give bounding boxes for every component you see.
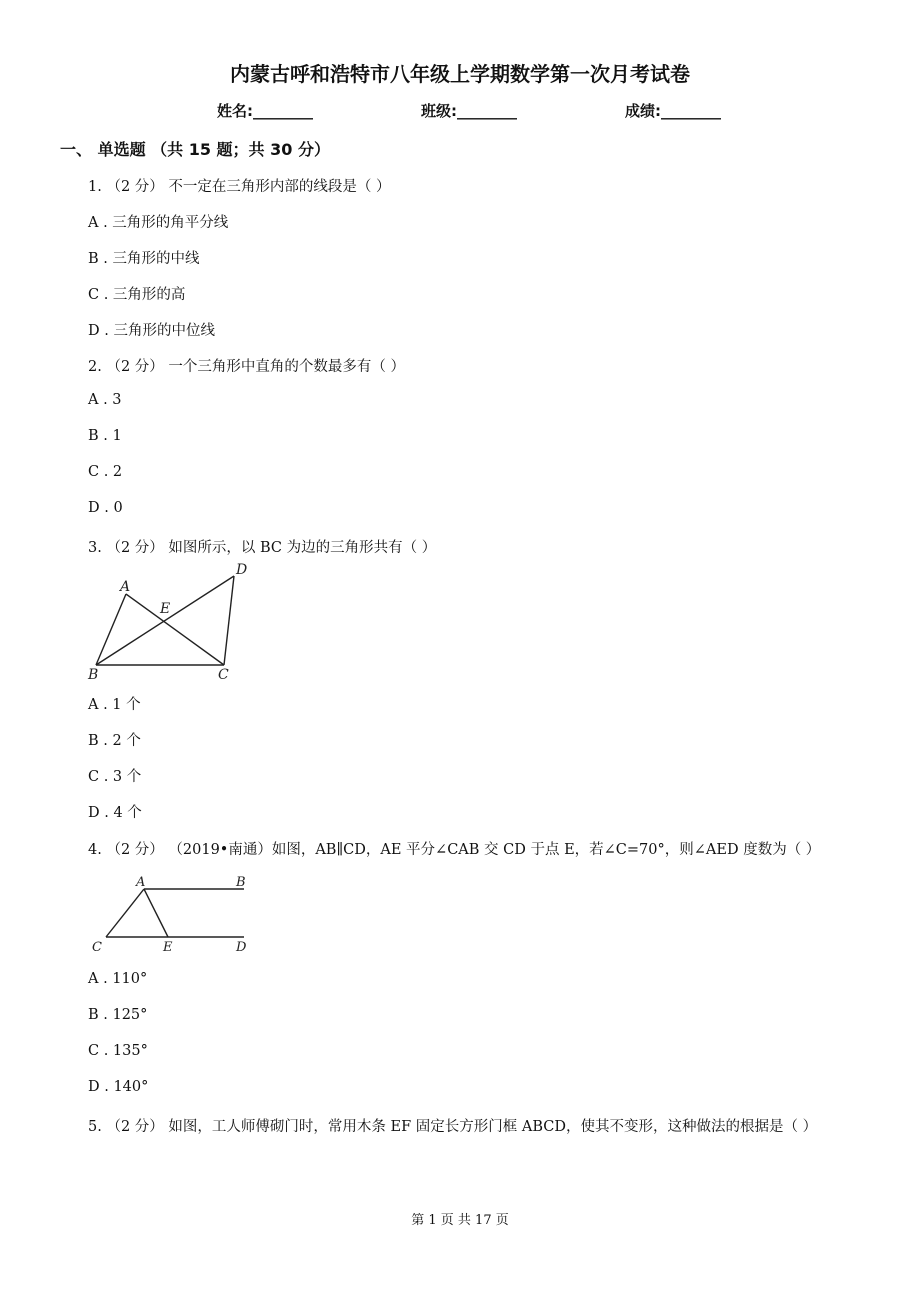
point-label-b: B	[236, 875, 246, 890]
question-2-option-a: A . 3	[88, 392, 122, 408]
page-title: 内蒙古呼和浩特市八年级上学期数学第一次月考试卷	[230, 62, 690, 86]
question-3-option-a: A . 1 个	[88, 697, 141, 713]
question-2-option-b: B . 1	[88, 428, 122, 444]
question-3-option-d: D . 4 个	[88, 805, 142, 821]
question-5-stem: 5. （2 分） 如图，工人师傅砌门时，常用木条 EF 固定长方形门框 ABCD，使其不变形，这种做法的根据是（ ）	[88, 1119, 818, 1135]
question-3-option-c: C . 3 个	[88, 769, 142, 785]
segment-ae	[144, 889, 168, 937]
point-label-c: C	[92, 940, 102, 955]
class-field: 班级:________	[421, 102, 517, 120]
question-3-option-b: B . 2 个	[88, 733, 141, 749]
name-field: 姓名:________	[217, 102, 313, 120]
question-1-option-b: B . 三角形的中线	[88, 251, 200, 267]
question-3-figure	[84, 558, 264, 684]
segment-ab	[96, 594, 126, 665]
segment-ac	[126, 594, 224, 665]
question-4-option-a: A . 110°	[88, 971, 148, 987]
question-1-option-d: D . 三角形的中位线	[88, 323, 215, 339]
segment-ac	[106, 889, 144, 937]
point-label-d: D	[236, 940, 247, 955]
question-4-option-c: C . 135°	[88, 1043, 148, 1059]
question-4-stem: 4. （2 分） （2019•南通）如图，AB∥CD，AE 平分∠CAB 交 CD 于点 E，若∠C=70°，则∠AED 度数为（ ）	[88, 842, 821, 858]
question-3-stem: 3. （2 分） 如图所示，以 BC 为边的三角形共有（ ）	[88, 540, 437, 556]
question-2-option-d: D . 0	[88, 500, 123, 516]
point-label-e: E	[163, 940, 173, 955]
question-1-option-c: C . 三角形的高	[88, 287, 186, 303]
question-1-option-a: A . 三角形的角平分线	[88, 215, 229, 231]
segment-cd	[224, 576, 234, 665]
point-label-b: B	[88, 667, 99, 683]
question-4-option-b: B . 125°	[88, 1007, 148, 1023]
question-4-figure	[86, 870, 262, 956]
page-footer: 第 1 页 共 17 页	[411, 1213, 509, 1228]
question-2-stem: 2. （2 分） 一个三角形中直角的个数最多有（ ）	[88, 359, 405, 375]
point-label-c: C	[218, 667, 229, 683]
point-label-e: E	[160, 601, 171, 617]
segment-bd	[96, 576, 234, 665]
question-4-option-d: D . 140°	[88, 1079, 149, 1095]
question-1-stem: 1. （2 分） 不一定在三角形内部的线段是（ ）	[88, 179, 391, 195]
question-2-option-c: C . 2	[88, 464, 123, 480]
point-label-d: D	[236, 562, 248, 578]
section-heading: 一、 单选题 （共 15 题；共 30 分）	[60, 140, 330, 159]
score-field: 成绩:________	[625, 102, 721, 120]
point-label-a: A	[120, 579, 131, 595]
point-label-a: A	[136, 875, 146, 890]
